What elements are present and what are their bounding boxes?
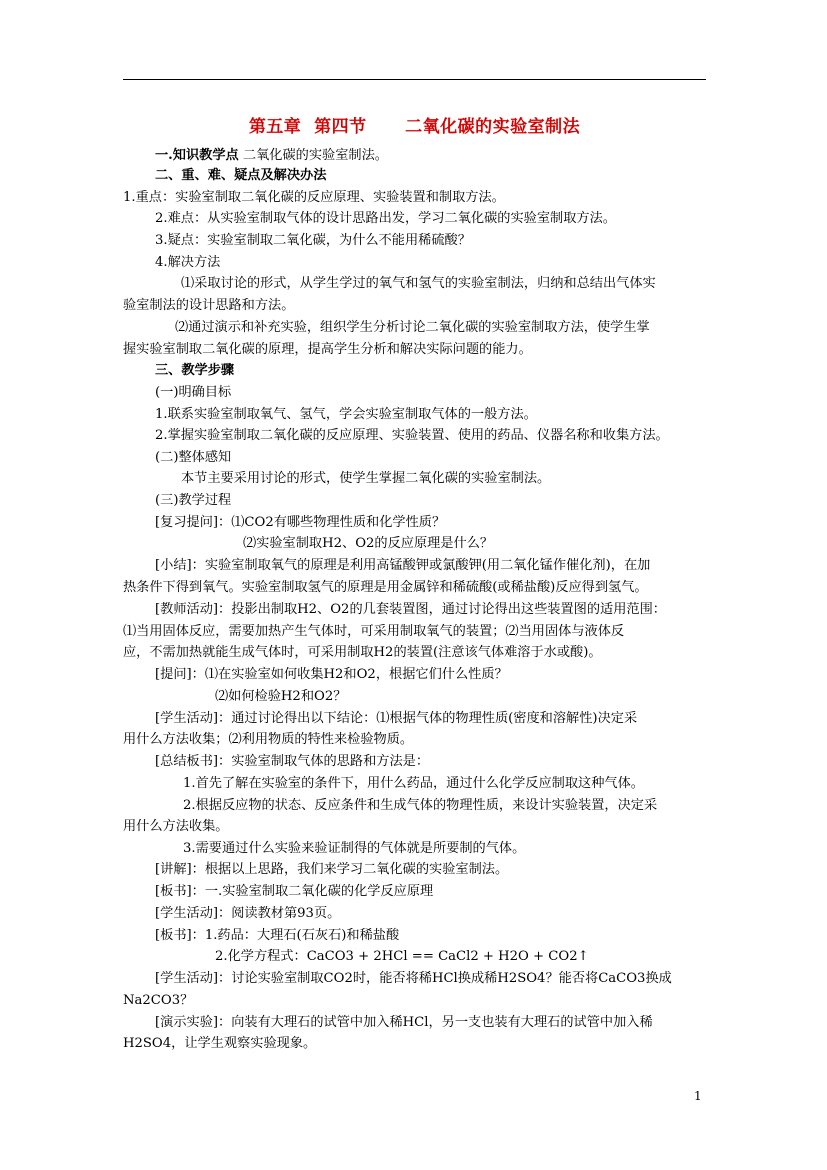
text-line: ⑵通过演示和补充实验，组织学生分析讨论二氧化碳的实验室制取方法，使学生掌	[175, 320, 650, 335]
text-line: 3.疑点：实验室制取二氧化碳，为什么不能用稀硫酸？	[155, 233, 471, 248]
text-line: (三)教学过程	[155, 493, 232, 508]
text-line: 1.首先了解在实验室的条件下，用什么药品，通过什么化学反应制取这种气体。	[183, 776, 644, 791]
text-line: [板书]：1.药品：大理石(石灰石)和稀盐酸	[155, 928, 400, 943]
text-line: 热条件下得到氧气。实验室制取氢气的原理是用金属锌和稀硫酸(或稀盐酸)反应得到氢气。	[123, 580, 648, 595]
page-number: 1	[694, 1089, 702, 1103]
text-line: [复习提问]：⑴CO2有哪些物理性质和化学性质？	[155, 515, 446, 530]
text-line: ⑴采取讨论的形式，从学生学过的氧气和氢气的实验室制法，归纳和总结出气体实	[181, 276, 656, 291]
text-line: 一.知识教学点 二氧化碳的实验室制法。	[155, 148, 388, 163]
text-line: 握实验室制取二氧化碳的原理，提高学生分析和解决实际问题的能力。	[123, 342, 532, 357]
text-line: 1.联系实验室制取氧气、氢气，学会实验室制取气体的一般方法。	[155, 407, 537, 422]
text-line: 3.需要通过什么实验来验证制得的气体就是所要制的气体。	[183, 841, 526, 856]
text-line: 2.难点：从实验室制取气体的设计思路出发，学习二氧化碳的实验室制取方法。	[155, 211, 616, 226]
text-line: [小结]：实验室制取氧气的原理是利用高锰酸钾或氯酸钾(用二氧化锰作催化剂)，在加	[155, 558, 651, 573]
text-line: (二)整体感知	[155, 450, 232, 465]
text-line: 2.化学方程式：CaCO3 + 2HCl == CaCl2 + H2O + CO2↑	[215, 949, 589, 964]
text-line: ⑵实验室制取H2、O2的反应原理是什么？	[243, 536, 494, 551]
text-line: (一)明确目标	[155, 385, 232, 400]
text-line: [总结板书]：实验室制取气体的思路和方法是：	[155, 754, 430, 769]
text-line: 验室制法的设计思路和方法。	[123, 298, 295, 313]
text-line: H2SO4，让学生观察实验现象。	[123, 1036, 317, 1051]
text-line: [学生活动]：阅读教材第93页。	[155, 906, 341, 921]
text-line: ⑴当用固体反应，需要加热产生气体时，可采用制取氧气的装置；⑵当用固体与液体反	[123, 624, 625, 639]
text-line: 2.根据反应物的状态、反应条件和生成气体的物理性质，来设计实验装置，决定采	[183, 798, 658, 813]
text-line: ⑵如何检验H2和O2？	[215, 689, 347, 704]
text-line: 4.解决方法	[155, 255, 221, 270]
text-line: 2.掌握实验室制取二氧化碳的反应原理、实验装置、使用的药品、仪器名称和收集方法。	[155, 428, 669, 443]
text-line: [板书]：一.实验室制取二氧化碳的化学反应原理	[155, 884, 434, 899]
text-line: 1.重点：实验室制取二氧化碳的反应原理、实验装置和制取方法。	[123, 190, 505, 205]
header-rule	[123, 79, 706, 80]
text-line: 应，不需加热就能生成气体时，可采用制取H2的装置(注意该气体难溶于水或酸)。	[123, 645, 602, 660]
section-heading: 三、教学步骤	[155, 363, 235, 378]
text-line: 用什么方法收集。	[123, 819, 229, 834]
text-line: Na2CO3？	[123, 993, 194, 1008]
text-line: [讲解]：根据以上思路，我们来学习二氧化碳的实验室制法。	[155, 862, 509, 877]
text-line: [学生活动]：讨论实验室制取CO2时，能否将稀HCl换成稀H2SO4？能否将CaCO3换成	[155, 971, 672, 986]
text-line: 本节主要采用讨论的形式，使学生掌握二氧化碳的实验室制法。	[181, 471, 551, 486]
text-line: 用什么方法收集；⑵利用物质的特性来检验物质。	[123, 732, 414, 747]
text-line: [学生活动]：通过讨论得出以下结论：⑴根据气体的物理性质(密度和溶解性)决定采	[155, 711, 638, 726]
section-heading: 二、重、难、疑点及解决办法	[155, 168, 327, 183]
text-line: [教师活动]：投影出制取H2、O2的几套装置图，通过讨论得出这些装置图的适用范围：	[155, 602, 666, 617]
text-line: [演示实验]：向装有大理石的试管中加入稀HCl，另一支也装有大理石的试管中加入稀	[155, 1015, 653, 1030]
text-line: [提问]：⑴在实验室如何收集H2和O2，根据它们什么性质？	[155, 667, 508, 682]
page-title: 第五章 第四节 二氧化碳的实验室制法	[248, 117, 581, 137]
